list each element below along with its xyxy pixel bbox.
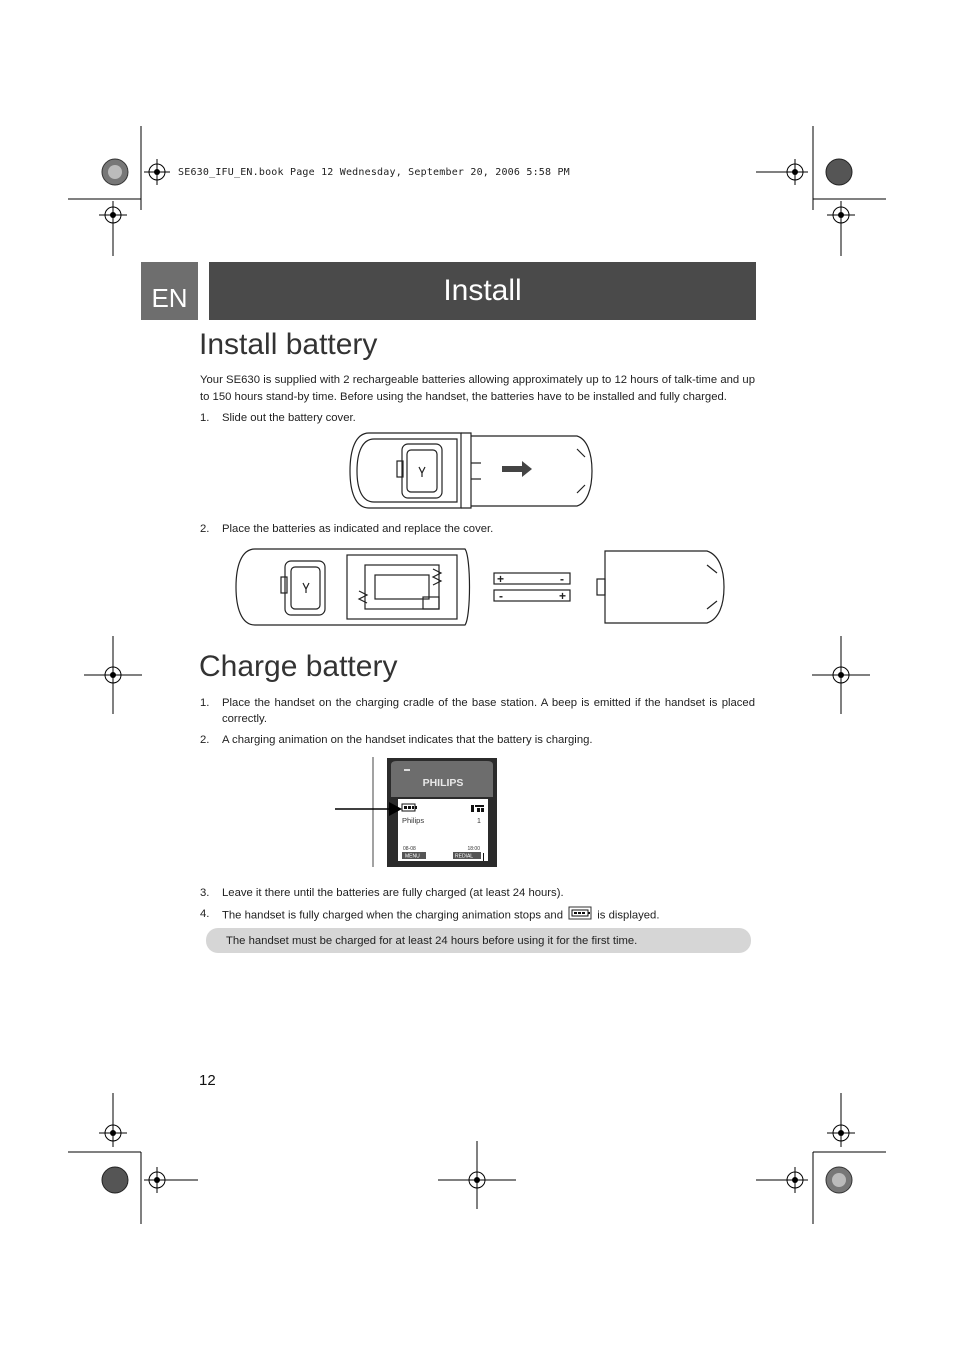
page-number: 12 [199, 1072, 216, 1089]
handset-number: 1 [477, 818, 481, 825]
chapter-title: Install [209, 262, 756, 320]
svg-text:-: - [499, 589, 503, 603]
step-number: 2. [200, 734, 210, 746]
step-text: Place the batteries as indicated and replace the cover. [222, 523, 494, 535]
brand-logo: PHILIPS [422, 777, 464, 789]
svg-text:+: + [497, 572, 505, 586]
step-text: A charging animation on the handset indicates that the battery is charging. [222, 734, 593, 746]
softkey-menu: MENU [405, 853, 420, 860]
install-step-1 [200, 410, 755, 426]
install-battery-heading: Install battery [199, 328, 378, 361]
print-header: SE630_IFU_EN.book Page 12 Wednesday, September 20, 2006 5:58 PM [178, 167, 570, 178]
softkey-redial: REDIAL [455, 853, 474, 860]
charge-step-2 [200, 732, 755, 748]
charge-step-3 [200, 885, 755, 901]
charging-note: The handset must be charged for at least 24 hours before using it for the first time. [206, 928, 751, 953]
full-battery-icon [568, 906, 592, 925]
step-text: Place the handset on the charging cradle of the base station. A beep is emitted if the handset is placed correctly. [222, 697, 755, 725]
svg-text:+: + [559, 589, 567, 603]
install-battery-intro: Your SE630 is supplied with 2 rechargeable batteries allowing approximately up to 12 hours of talk-time and up to 150 hours stand-by time. Before using the handset, the batteries have to be installed and fully charged. [200, 374, 755, 403]
charge-step-1 [200, 695, 755, 727]
language-tab: EN [141, 262, 198, 320]
step-text: Leave it there until the batteries are fully charged (at least 24 hours). [222, 887, 564, 899]
handset-name: Philips [402, 816, 425, 825]
step-text: The handset is fully charged when the charging animation stops and [222, 909, 564, 922]
install-step-2 [200, 521, 755, 537]
step-number: 1. [200, 412, 210, 424]
charge-battery-heading: Charge battery [199, 650, 398, 683]
svg-text:-: - [560, 572, 564, 586]
battery-placement-illustration [235, 547, 727, 627]
screen-date: 08-08 [403, 846, 416, 852]
handset-display-illustration [333, 757, 503, 869]
step-number: 1. [200, 697, 210, 709]
charge-step-4 [200, 906, 755, 925]
step-number: 4. [200, 908, 210, 920]
battery-cover-slide-illustration [349, 431, 594, 511]
step-number: 2. [200, 523, 210, 535]
step-text: Slide out the battery cover. [222, 412, 356, 424]
screen-time: 18:00 [467, 846, 480, 852]
step-text-end: is displayed. [597, 909, 660, 922]
step-number: 3. [200, 887, 210, 899]
